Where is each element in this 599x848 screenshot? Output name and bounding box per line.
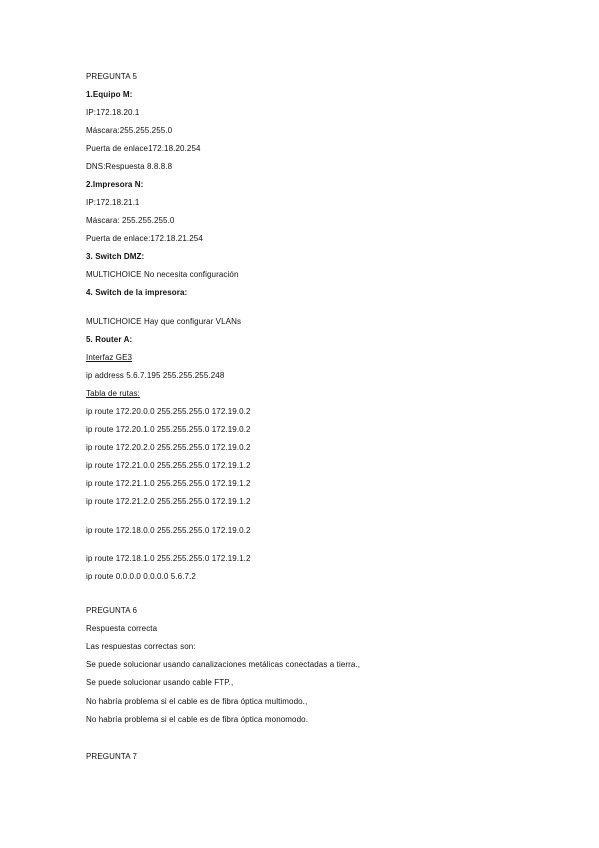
heading-pregunta-5: PREGUNTA 5 xyxy=(86,72,138,81)
section-title-router-a: 5. Router A: xyxy=(86,335,133,344)
equipo-m-gateway: Puerta de enlace172.18.20.254 xyxy=(86,144,201,153)
route-line: ip route 172.20.2.0 255.255.255.0 172.19.0.2 xyxy=(86,443,251,452)
route-line: ip route 172.20.0.0 255.255.255.0 172.19.0.2 xyxy=(86,407,251,416)
section-title-equipo-m: 1.Equipo M: xyxy=(86,90,133,99)
route-line: ip route 172.20.1.0 255.255.255.0 172.19.0.2 xyxy=(86,425,251,434)
equipo-m-mask: Máscara:255.255.255.0 xyxy=(86,126,173,135)
p6-intro: Las respuestas correctas son: xyxy=(86,642,196,651)
route-line: ip route 172.18.0.0 255.255.255.0 172.19.0.2 xyxy=(86,526,251,535)
p6-answer: No habría problema si el cable es de fibra óptica monomodo. xyxy=(86,715,309,724)
impresora-n-ip: IP:172.18.21.1 xyxy=(86,198,140,207)
heading-pregunta-7: PREGUNTA 7 xyxy=(86,752,138,761)
router-a-interface-label: Interfaz GE3 xyxy=(86,353,133,362)
router-a-interface-cmd: ip address 5.6.7.195 255.255.255.248 xyxy=(86,371,225,380)
heading-pregunta-6: PREGUNTA 6 xyxy=(86,606,138,615)
section-title-switch-impresora: 4. Switch de la impresora: xyxy=(86,288,188,297)
route-line: ip route 172.21.2.0 255.255.255.0 172.19.1.2 xyxy=(86,497,251,506)
switch-impresora-answer: MULTICHOICE Hay que configurar VLANs xyxy=(86,317,242,326)
route-line: ip route 172.21.0.0 255.255.255.0 172.19.1.2 xyxy=(86,461,251,470)
section-title-impresora-n: 2.Impresora N: xyxy=(86,180,144,189)
p6-answer: Se puede solucionar usando cable FTP., xyxy=(86,678,234,687)
equipo-m-ip: IP:172.18.20.1 xyxy=(86,108,140,117)
impresora-n-gateway: Puerta de enlace:172.18.21.254 xyxy=(86,234,203,243)
p6-status: Respuesta correcta xyxy=(86,624,158,633)
impresora-n-mask: Máscara: 255.255.255.0 xyxy=(86,216,175,225)
switch-dmz-answer: MULTICHOICE No necesita configuración xyxy=(86,270,239,279)
route-line: ip route 0.0.0.0 0.0.0.0 5.6.7.2 xyxy=(86,572,196,581)
p6-answer: No habría problema si el cable es de fibra óptica multimodo., xyxy=(86,697,308,706)
router-a-routes-label: Tabla de rutas: xyxy=(86,389,140,398)
section-title-switch-dmz: 3. Switch DMZ: xyxy=(86,252,145,261)
route-line: ip route 172.21.1.0 255.255.255.0 172.19.1.2 xyxy=(86,479,251,488)
equipo-m-dns: DNS:Respuesta 8.8.8.8 xyxy=(86,162,173,171)
route-line: ip route 172.18.1.0 255.255.255.0 172.19.1.2 xyxy=(86,554,251,563)
p6-answer: Se puede solucionar usando canalizaciones metálicas conectadas a tierra., xyxy=(86,660,361,669)
